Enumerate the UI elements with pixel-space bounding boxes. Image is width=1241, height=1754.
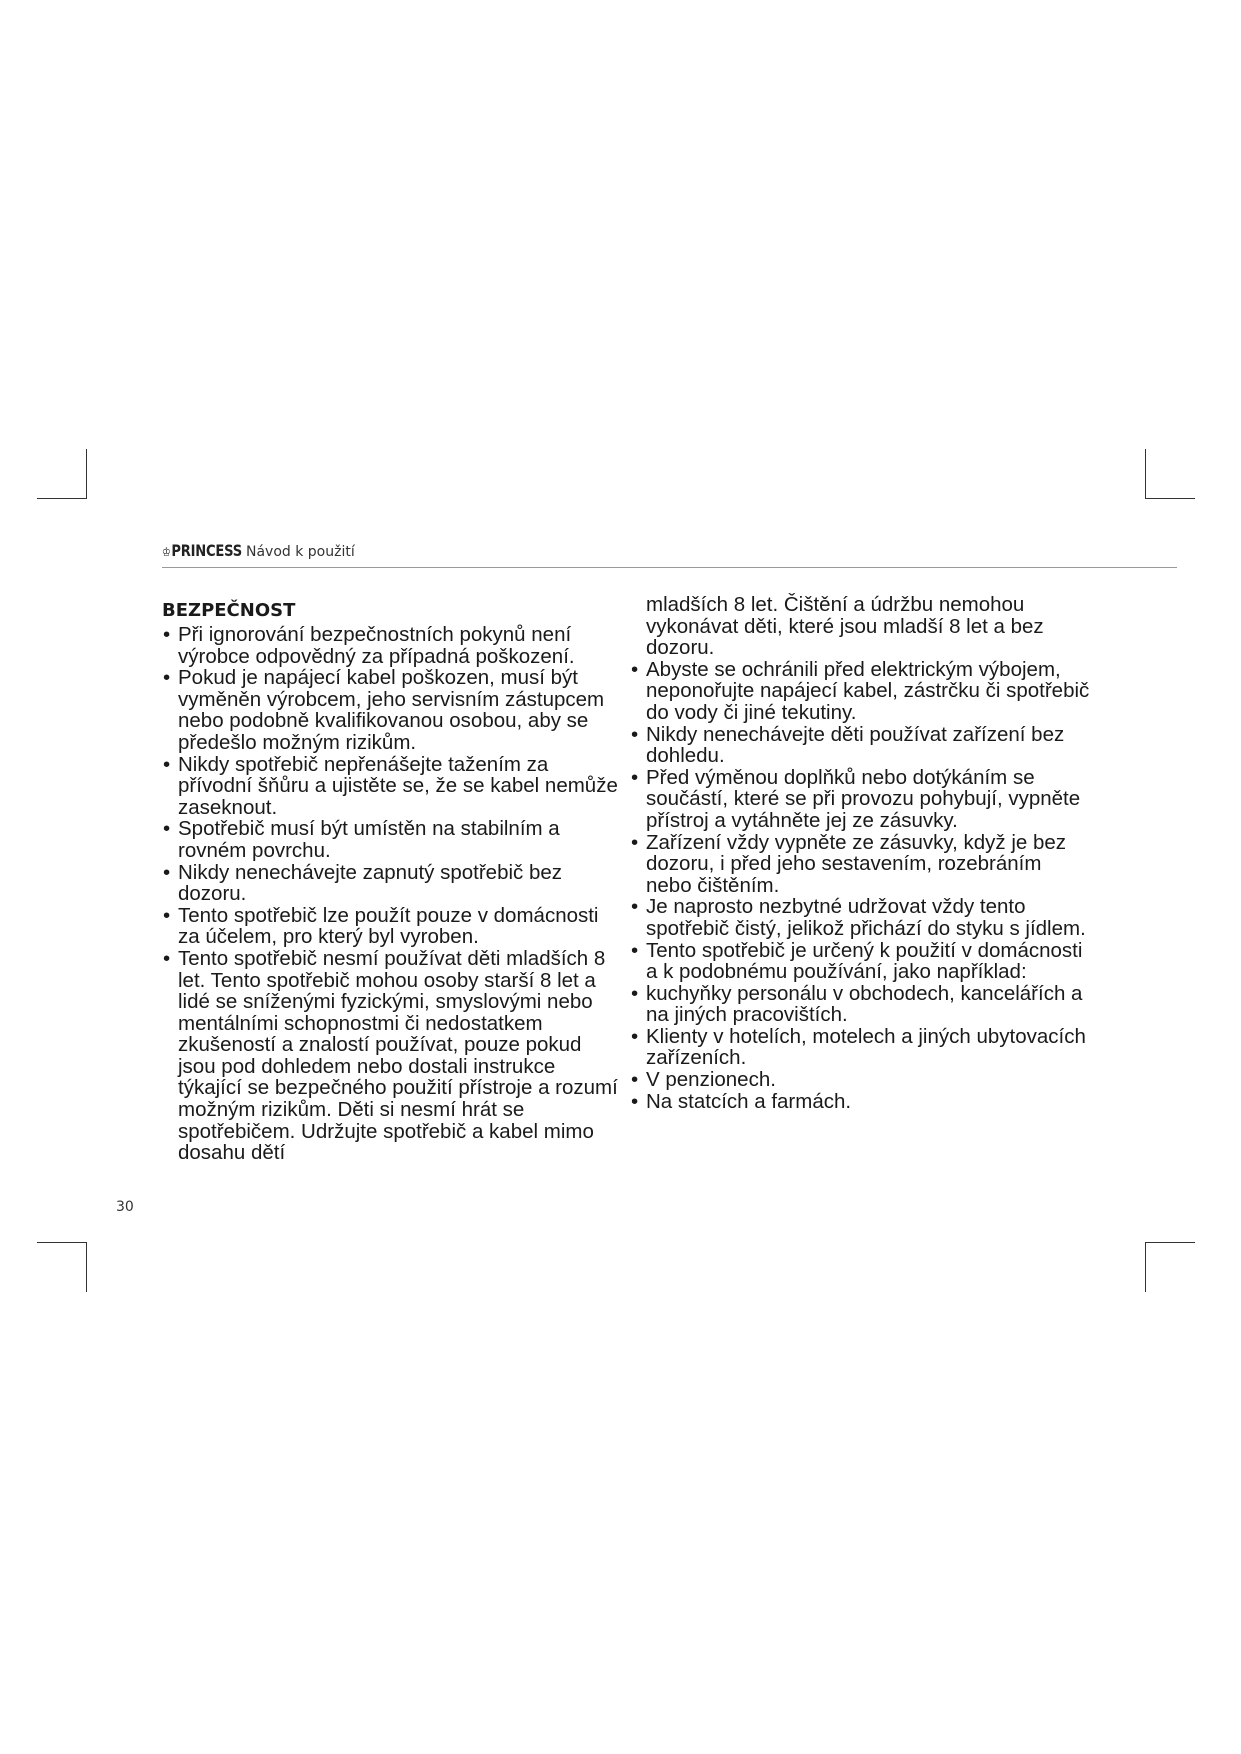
page-header	[162, 538, 355, 562]
section-heading: BEZPEČNOST	[162, 600, 296, 621]
list-item: • Klienty v hotelích, motelech a jiných ubytovacích zařízeních.	[630, 1026, 1090, 1069]
safety-list-right	[630, 659, 1090, 1112]
brand-name: PRINCESS	[171, 541, 242, 560]
list-item: • Abyste se ochránili před elektrickým výbojem, neponořujte napájecí kabel, zástrčku či spotřebič do vody či jiné tekutiny.	[630, 659, 1090, 724]
list-item: • Na statcích a farmách.	[630, 1091, 1090, 1113]
list-item: • Nikdy spotřebič nepřenášejte tažením za přívodní šňůru a ujistěte se, že se kabel nemůže zaseknout.	[162, 754, 622, 819]
list-item: • V penzionech.	[630, 1069, 1090, 1091]
header-divider	[162, 567, 1177, 568]
list-item: • Zařízení vždy vypněte ze zásuvky, když je bez dozoru, i před jeho sestavením, rozebráním nebo čištěním.	[630, 832, 1090, 897]
list-item: • Při ignorování bezpečnostních pokynů není výrobce odpovědný za případná poškození.	[162, 624, 622, 667]
list-item: • Je naprosto nezbytné udržovat vždy tento spotřebič čistý, jelikož přichází do styku s jídlem.	[630, 896, 1090, 939]
list-item: • Tento spotřebič nesmí používat děti mladších 8 let. Tento spotřebič mohou osoby starší 8 let a lidé se sníženými fyzickými, smyslovými nebo mentálními schopnostmi či nedostatkem zkušeností a znalostí používat, pouze pokud jsou pod dohledem nebo dostali instrukce týkající se bezpečného použití přístroje a rozumí možným rizikům. Děti si nesmí hrát se spotřebičem. Udržujte spotřebič a kabel mimo dosahu dětí	[162, 948, 622, 1164]
list-item: • kuchyňky personálu v obchodech, kancelářích a na jiných pracovištích.	[630, 983, 1090, 1026]
document-title: Návod k použití	[246, 544, 355, 560]
safety-list-left	[162, 624, 622, 1164]
list-item: • Spotřebič musí být umístěn na stabilním a rovném povrchu.	[162, 818, 622, 861]
list-item: • Tento spotřebič je určený k použití v domácnosti a k podobnému používání, jako například:	[630, 940, 1090, 983]
left-column	[162, 599, 622, 1164]
list-item: • Nikdy nenechávejte děti používat zařízení bez dohledu.	[630, 724, 1090, 767]
list-item: • Před výměnou doplňků nebo dotýkáním se součástí, které se při provozu pohybují, vypněte přístroj a vytáhněte jej ze zásuvky.	[630, 767, 1090, 832]
crown-icon: ♔	[162, 545, 171, 559]
right-column	[630, 594, 1090, 1112]
page-number: 30	[116, 1199, 134, 1215]
brand-logo	[162, 541, 242, 562]
list-item: • Nikdy nenechávejte zapnutý spotřebič bez dozoru.	[162, 862, 622, 905]
list-item: • Tento spotřebič lze použít pouze v domácnosti za účelem, pro který byl vyroben.	[162, 905, 622, 948]
list-item: • Pokud je napájecí kabel poškozen, musí být vyměněn výrobcem, jeho servisním zástupcem nebo podobně kvalifikovanou osobou, aby se předešlo možným rizikům.	[162, 667, 622, 753]
continued-text: mladších 8 let. Čištění a údržbu nemohou vykonávat děti, které jsou mladší 8 let a bez dozoru.	[646, 593, 1044, 660]
